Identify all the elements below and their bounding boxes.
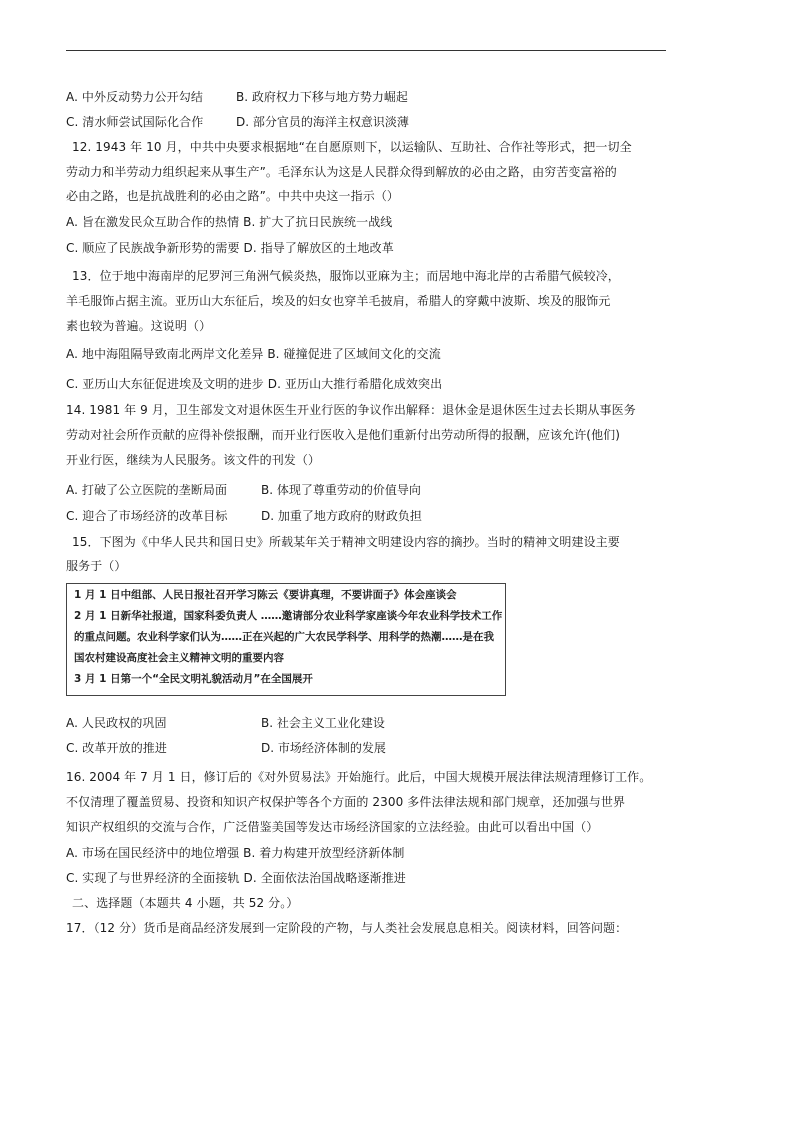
q16-stem-line-1: 16. 2004 年 7 月 1 日，修订后的《对外贸易法》开始施行。此后，中国大规模开展法律法规清理修订工作。 — [66, 770, 652, 784]
q15-option-b: B. 社会主义工业化建设 — [261, 716, 385, 730]
q12-options-ab: A. 旨在激发民众互助合作的热情 B. 扩大了抗日民族统一战线 — [66, 215, 393, 229]
section-2-heading: 二、选择题（本题共 4 小题，共 52 分。） — [72, 896, 299, 910]
q11-option-b: B. 政府权力下移与地方势力崛起 — [236, 90, 408, 104]
q12-options-cd: C. 顺应了民族战争新形势的需要 D. 指导了解放区的土地改革 — [66, 241, 394, 255]
q13-options-ab: A. 地中海阻隔导致南北两岸文化差异 B. 碰撞促进了区域间文化的交流 — [66, 347, 441, 361]
q11-option-d: D. 部分官员的海洋主权意识淡薄 — [236, 115, 409, 129]
q14-stem-line-2: 劳动对社会所作贡献的应得补偿报酬，而开业行医收入是他们重新付出劳动所得的报酬，应该允许(他们) — [66, 428, 621, 442]
q15-excerpt-line-1: 1 月 1 日中组部、人民日报社召开学习陈云《要讲真理，不要讲面子》体会座谈会 — [74, 589, 457, 601]
q15-excerpt-line-3: 的重点问题。农业科学家们认为……正在兴起的广大农民学科学、用科学的热潮……是在我 — [74, 631, 494, 643]
q15-option-d: D. 市场经济体制的发展 — [261, 741, 386, 755]
q15-excerpt-line-5: 3 月 1 日第一个“全民文明礼貌活动月”在全国展开 — [74, 673, 313, 685]
q16-options-ab: A. 市场在国民经济中的地位增强 B. 着力构建开放型经济新体制 — [66, 846, 405, 860]
q14-option-a: A. 打破了公立医院的垄断局面 — [66, 483, 228, 497]
q15-excerpt-box — [66, 583, 506, 696]
header-rule — [66, 50, 666, 51]
q15-option-c: C. 改革开放的推进 — [66, 741, 168, 755]
q14-option-c: C. 迎合了市场经济的改革目标 — [66, 509, 228, 523]
q13-stem-line-2: 羊毛服饰占据主流。亚历山大东征后，埃及的妇女也穿羊毛披肩，希腊人的穿戴中波斯、埃及的服饰元 — [66, 294, 611, 308]
q13-stem-line-1: 13．位于地中海南岸的尼罗河三角洲气候炎热，服饰以亚麻为主；而居地中海北岸的古希腊气候较冷， — [72, 269, 620, 283]
q12-stem-line-1: 12. 1943 年 10 月，中共中央要求根据地“在自愿原则下，以运输队、互助社、合作社等形式，把一切全 — [72, 140, 632, 154]
q12-stem-line-3: 必由之路，也是抗战胜利的必由之路”。中共中央这一指示（） — [66, 189, 400, 203]
q15-excerpt-line-2: 2 月 1 日新华社报道，国家科委负责人 ……邀请部分农业科学家座谈今年农业科学技术工作 — [74, 610, 503, 622]
q15-stem-line-2: 服务于（） — [66, 559, 127, 573]
q12-stem-line-2: 劳动力和半劳动力组织起来从事生产”。毛泽东认为这是人民群众得到解放的必由之路，由穷苦变富裕的 — [66, 165, 617, 179]
q15-stem-line-1: 15．下图为《中华人民共和国日史》所载某年关于精神文明建设内容的摘抄。当时的精神文明建设主要 — [72, 535, 620, 549]
q11-option-a: A. 中外反动势力公开勾结 — [66, 90, 203, 104]
q11-option-c: C. 清水师尝试国际化合作 — [66, 115, 204, 129]
q15-excerpt-line-4: 国农村建设高度社会主义精神文明的重要内容 — [74, 652, 284, 664]
q17-stem: 17．（12 分）货币是商品经济发展到一定阶段的产物，与人类社会发展息息相关。阅读材料，回答问题： — [66, 921, 628, 935]
q14-stem-line-1: 14. 1981 年 9 月，卫生部发文对退休医生开业行医的争议作出解释：退休金是退休医生过去长期从事医务 — [66, 403, 636, 417]
q13-options-cd: C. 亚历山大东征促进埃及文明的进步 D. 亚历山大推行希腊化成效突出 — [66, 377, 443, 391]
q15-option-a: A. 人民政权的巩固 — [66, 716, 167, 730]
q16-options-cd: C. 实现了与世界经济的全面接轨 D. 全面依法治国战略逐渐推进 — [66, 871, 406, 885]
q14-option-d: D. 加重了地方政府的财政负担 — [261, 509, 422, 523]
q16-stem-line-3: 知识产权组织的交流与合作，广泛借鉴美国等发达市场经济国家的立法经验。由此可以看出中国（） — [66, 820, 599, 834]
q14-option-b: B. 体现了尊重劳动的价值导向 — [261, 483, 421, 497]
q13-stem-line-3: 素也较为普遍。这说明（） — [66, 319, 212, 333]
q14-stem-line-3: 开业行医，继续为人民服务。该文件的刊发（） — [66, 453, 321, 467]
q16-stem-line-2: 不仅清理了覆盖贸易、投资和知识产权保护等各个方面的 2300 多件法律法规和部门规章，还加强与世界 — [66, 795, 626, 809]
